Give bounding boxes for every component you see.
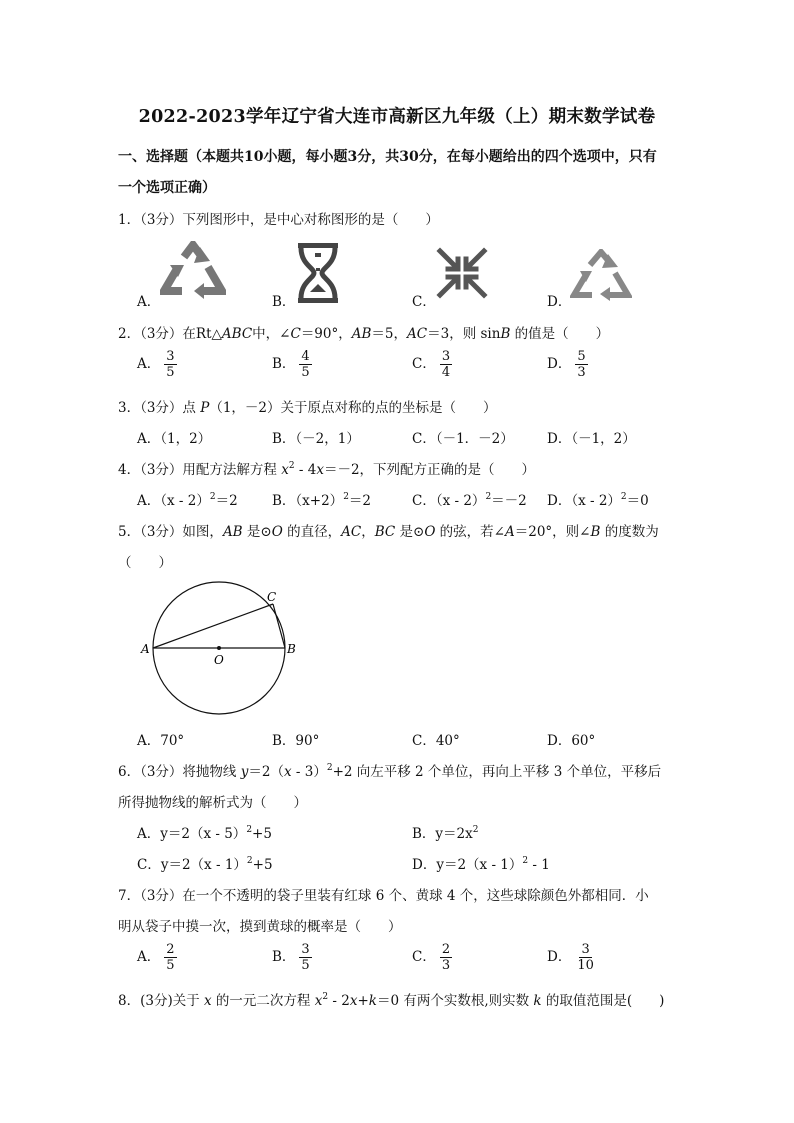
- label-o: O: [214, 653, 224, 667]
- question-5-stem: 5．（3分）如图，AB 是⊙O 的直径，AC，BC 是⊙O 的弦，若∠A＝20°，则∠B 的度数为: [118, 524, 659, 540]
- chord-ac: [153, 604, 273, 648]
- fraction: $\frac{3}{5}$: [166, 349, 175, 380]
- page-title: 2022-2023学年辽宁省大连市高新区九年级（上）期末数学试卷: [138, 107, 656, 127]
- recycle-triangle-icon: [570, 249, 632, 301]
- fraction: $\frac{3}{4}$: [441, 349, 451, 380]
- option-a[interactable]: A． $\frac{2}{5}$: [137, 942, 175, 973]
- option-a[interactable]: A．70°: [137, 733, 185, 749]
- option-a[interactable]: A． $\frac{3}{5}$: [137, 349, 175, 380]
- option-a[interactable]: A．（1，2）: [137, 431, 212, 447]
- option-d[interactable]: D．60°: [547, 733, 596, 749]
- fraction: $\frac{4}{5}$: [301, 349, 310, 380]
- option-b[interactable]: B．$(x+2)^2=2$: [272, 492, 372, 509]
- question-7-stem-cont: 明从袋子中摸一次，摸到黄球的概率是（ ）: [118, 919, 402, 935]
- section-heading: 一、选择题（本题共10小题，每小题3分，共30分，在每小题给出的四个选项中，只有: [118, 149, 657, 165]
- option-d[interactable]: D． $\frac{5}{3}$: [547, 349, 586, 380]
- center-point: [217, 646, 221, 650]
- fraction: $\frac{2}{5}$: [166, 942, 175, 973]
- option-c[interactable]: C．（－1．－2）: [412, 431, 514, 447]
- label-c: C: [267, 590, 277, 604]
- option-c[interactable]: C．y＝2（x - 1）$^2$+5: [137, 856, 273, 873]
- option-c[interactable]: C． $\frac{3}{4}$: [412, 349, 451, 380]
- question-7-stem: 7．（3分）在一个不透明的袋子里装有红球 6 个、黄球 4 个，这些球除颜色外都相同．小: [118, 888, 649, 904]
- option-d[interactable]: D．（x - 2）$^2$＝0: [547, 492, 649, 509]
- fraction: $\frac{3}{5}$: [301, 942, 310, 973]
- option-b[interactable]: B．（－2，1）: [272, 431, 360, 447]
- option-c[interactable]: C．: [412, 294, 436, 310]
- fraction: $\frac{5}{3}$: [577, 349, 586, 380]
- question-8-stem: 8．(3分)关于 x 的一元二次方程 $x^2 - 2x+k=0$ 有两个实数根,则实数 k 的取值范围是( ): [118, 992, 665, 1009]
- option-d[interactable]: D．（－1，2）: [547, 431, 636, 447]
- option-d[interactable]: D．: [547, 294, 572, 310]
- option-a[interactable]: A．（x - 2）$^2$＝2: [137, 492, 238, 509]
- chord-bc: [273, 604, 285, 648]
- fraction: $\frac{2}{3}$: [441, 942, 451, 973]
- option-c[interactable]: C．40°: [412, 733, 460, 749]
- question-3-stem: 3．（3分）点 P（1，－2）关于原点对称的点的坐标是（ ）: [118, 400, 497, 416]
- option-a[interactable]: A．y＝2（x - 5）$^2$+5: [137, 825, 272, 842]
- option-d[interactable]: D． $\frac{3}{10}$: [547, 942, 594, 973]
- recycle-triangle-icon: [160, 241, 226, 301]
- option-b[interactable]: B．90°: [272, 733, 320, 749]
- option-b[interactable]: B．$y=2x^2$: [412, 825, 479, 842]
- section-heading-cont: 一个选项正确）: [118, 180, 216, 196]
- option-b[interactable]: B． $\frac{4}{5}$: [272, 349, 310, 380]
- option-c[interactable]: C．（x - 2）$^2$＝－2: [412, 492, 527, 509]
- question-5-stem-cont: （ ）: [118, 555, 172, 571]
- option-b[interactable]: B．: [272, 294, 296, 310]
- crossed-arrows-icon: [436, 247, 488, 299]
- option-b[interactable]: B． $\frac{3}{5}$: [272, 942, 310, 973]
- question-2-stem: 2．（3分）在Rt△ABC中，∠C＝90°，AB＝5，AC＝3，则 sinB 的值是（ ）: [118, 326, 610, 342]
- label-b: B: [287, 642, 296, 656]
- question-6-stem-cont: 所得抛物线的解析式为（ ）: [118, 795, 307, 811]
- question-4-stem: 4．（3分）用配方法解方程 $x^2 - 4x=-2$，下列配方正确的是（ ）: [118, 461, 536, 478]
- circle-diagram: [136, 580, 302, 720]
- hourglass-icon: [296, 242, 340, 304]
- fraction: $\frac{3}{10}$: [577, 942, 594, 973]
- option-a[interactable]: A．: [137, 294, 161, 310]
- option-d[interactable]: D．y＝2（x - 1）$^2$ - 1: [412, 856, 550, 873]
- question-6-stem: 6．（3分）将抛物线 y＝2（x - 3）$^2$+2 向左平移 2 个单位，再向上平移 3 个单位，平移后: [118, 763, 662, 780]
- option-c[interactable]: C． $\frac{2}{3}$: [412, 942, 451, 973]
- label-a: A: [141, 642, 150, 656]
- question-1-stem: 1．（3分）下列图形中，是中心对称图形的是（ ）: [118, 212, 439, 228]
